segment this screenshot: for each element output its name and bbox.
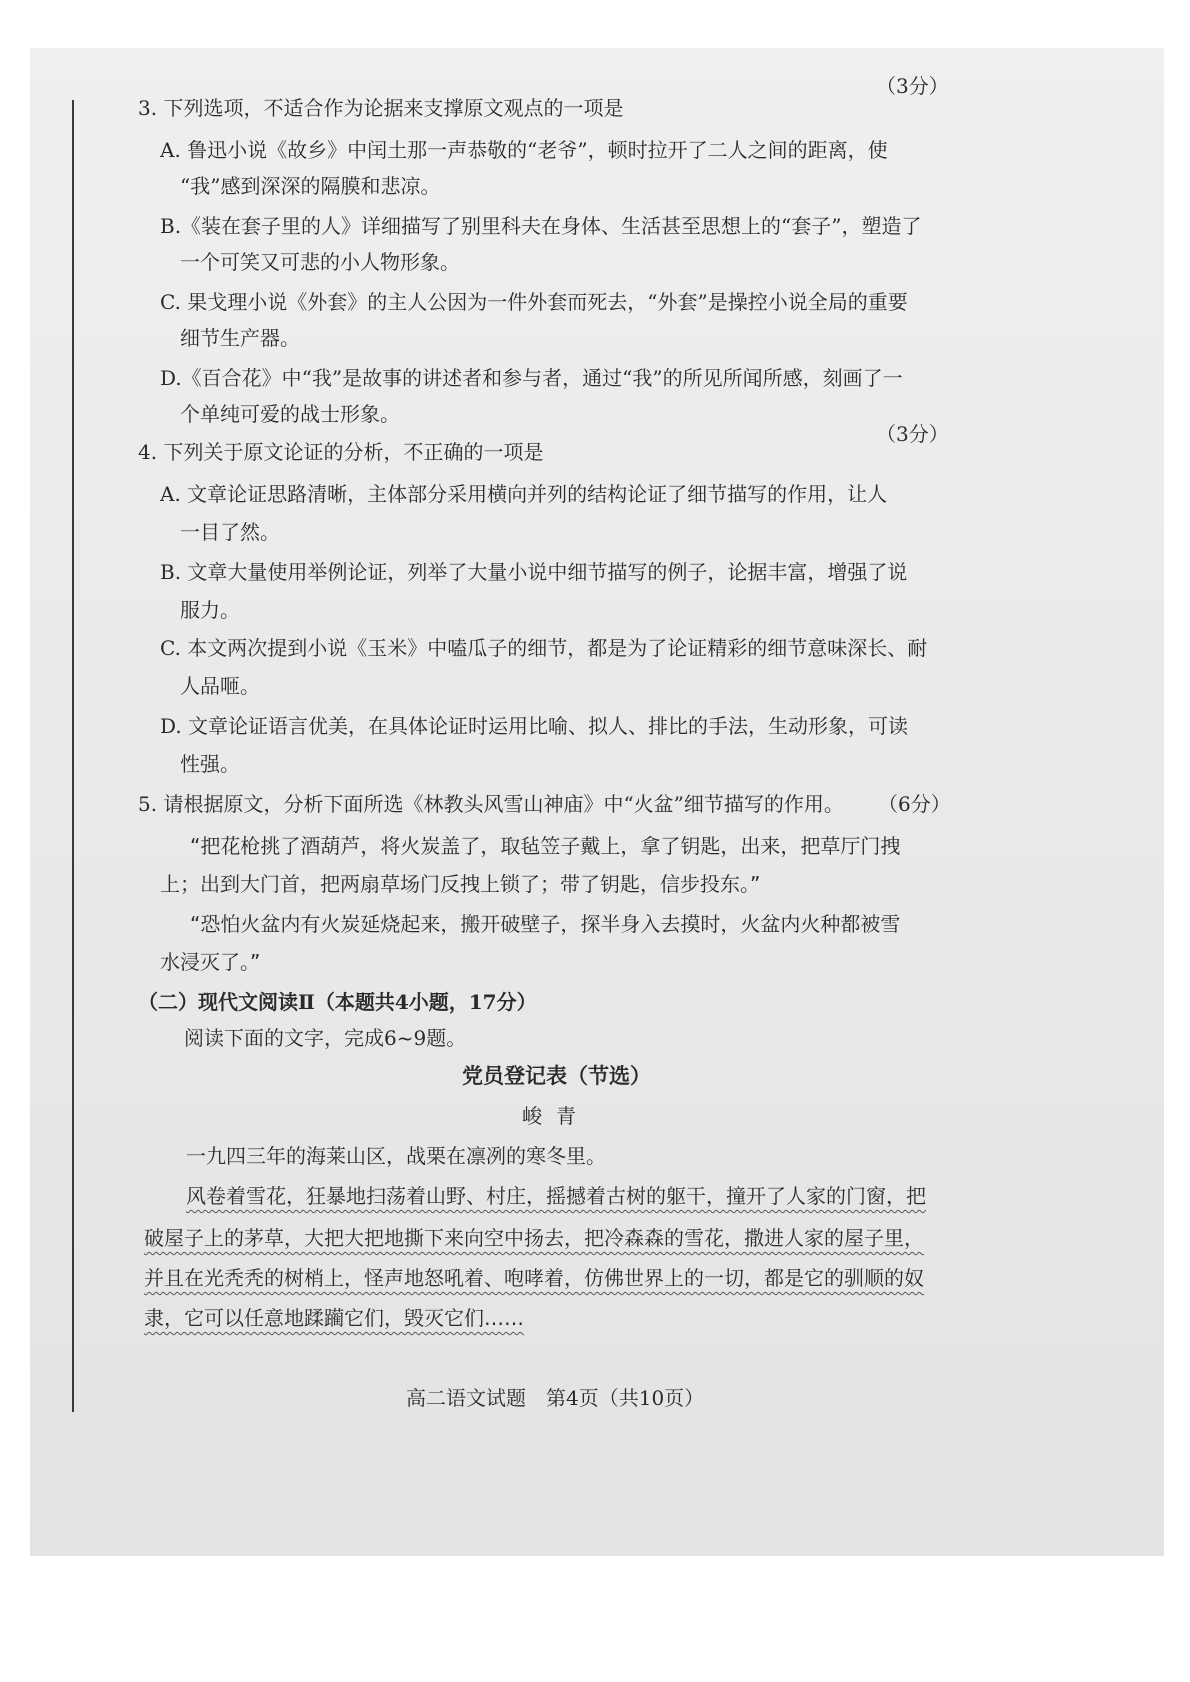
- q3-option-a-line2: “我”感到深深的隔膜和悲凉。: [180, 174, 441, 198]
- page-footer: 高二语文试题 第4页（共10页）: [406, 1386, 705, 1410]
- q4-option-b-line2: 服力。: [180, 598, 240, 622]
- q4-option-d-line2: 性强。: [180, 752, 240, 776]
- q3-option-b-line1: B.《装在套子里的人》详细描写了别里科夫在身体、生活甚至思想上的“套子”，塑造了: [160, 214, 922, 238]
- story-paragraph2-line1: 风卷着雪花，狂暴地扫荡着山野、村庄，摇撼着古树的躯干，撞开了人家的门窗，把: [186, 1184, 926, 1208]
- q5-quote1-line2: 上；出到大门首，把两扇草场门反拽上锁了；带了钥匙，信步投东。”: [160, 872, 761, 896]
- article-title: 党员登记表（节选）: [462, 1063, 651, 1088]
- q5-quote1-line1: “把花枪挑了酒葫芦，将火炭盖了，取毡笠子戴上，拿了钥匙，出来，把草厅门拽: [190, 834, 901, 858]
- q4-option-b-line1: B. 文章大量使用举例论证，列举了大量小说中细节描写的例子，论据丰富，增强了说: [160, 560, 908, 584]
- q3-option-d-line1: D.《百合花》中“我”是故事的讲述者和参与者，通过“我”的所见所闻所感，刻画了一: [160, 366, 903, 390]
- story-paragraph1: 一九四三年的海莱山区，战栗在凛冽的寒冬里。: [186, 1144, 606, 1168]
- q3-stem: 3. 下列选项，不适合作为论据来支撑原文观点的一项是: [138, 96, 624, 120]
- story-paragraph2-line4: 隶，它可以任意地蹂躏它们，毁灭它们……: [144, 1306, 524, 1330]
- q3-option-c-line1: C. 果戈理小说《外套》的主人公因为一件外套而死去，“外套”是操控小说全局的重要: [160, 290, 908, 314]
- q5-quote2-line2: 水浸灭了。”: [160, 950, 261, 974]
- q3-score: （3分）: [876, 74, 949, 98]
- q3-option-d-line2: 个单纯可爱的战士形象。: [180, 402, 400, 426]
- article-author: 峻青: [522, 1104, 590, 1128]
- reading-instruction: 阅读下面的文字，完成6~9题。: [184, 1026, 467, 1050]
- q5-score: （6分）: [878, 792, 951, 816]
- q4-option-c-line2: 人品咂。: [180, 674, 260, 698]
- q3-option-c-line2: 细节生产器。: [180, 326, 300, 350]
- section-heading: （二）现代文阅读Ⅱ（本题共4小题，17分）: [138, 990, 537, 1014]
- story-paragraph2-line3: 并且在光秃秃的树梢上，怪声地怒吼着、咆哮着，仿佛世界上的一切，都是它的驯顺的奴: [144, 1266, 924, 1290]
- q5-quote2-line1: “恐怕火盆内有火炭延烧起来，搬开破壁子，探半身入去摸时，火盆内火种都被雪: [190, 912, 901, 936]
- q3-option-b-line2: 一个可笑又可悲的小人物形象。: [180, 250, 460, 274]
- story-paragraph2-line2: 破屋子上的茅草，大把大把地撕下来向空中扬去，把冷森森的雪花，撒进人家的屋子里，: [144, 1226, 924, 1250]
- q5-stem: 5. 请根据原文，分析下面所选《林教头风雪山神庙》中“火盆”细节描写的作用。: [138, 792, 844, 816]
- q4-option-c-line1: C. 本文两次提到小说《玉米》中嗑瓜子的细节，都是为了论证精彩的细节意味深长、耐: [160, 636, 928, 660]
- binding-margin-line: [72, 100, 74, 1412]
- q4-option-a-line2: 一目了然。: [180, 520, 280, 544]
- q4-score: （3分）: [876, 422, 949, 446]
- q4-option-a-line1: A. 文章论证思路清晰，主体部分采用横向并列的结构论证了细节描写的作用，让人: [160, 482, 888, 506]
- q3-option-a-line1: A. 鲁迅小说《故乡》中闰土那一声恭敬的“老爷”，顿时拉开了二人之间的距离，使: [160, 138, 888, 162]
- q4-option-d-line1: D. 文章论证语言优美，在具体论证时运用比喻、拟人、排比的手法，生动形象，可读: [160, 714, 909, 738]
- q4-stem: 4. 下列关于原文论证的分析，不正确的一项是: [138, 440, 544, 464]
